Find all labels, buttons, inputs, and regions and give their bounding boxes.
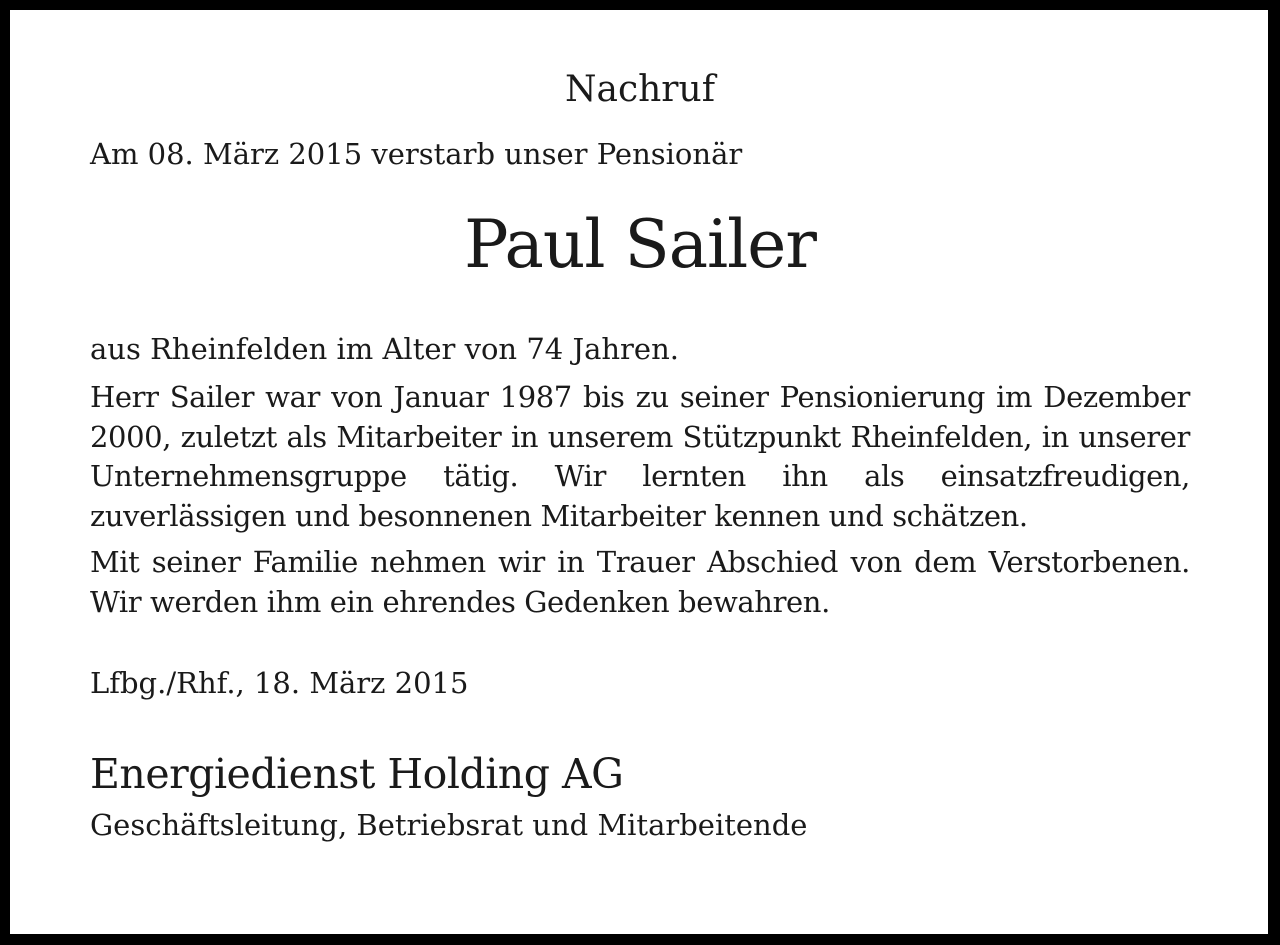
notice-heading: Nachruf (564, 69, 716, 110)
origin-line: aus Rheinfelden im Alter von 74 Jahren. (90, 332, 679, 366)
company-name: Energiedienst Holding AG (90, 750, 624, 798)
biography-paragraph: Herr Sailer war von Januar 1987 bis zu seiner Pensionierung im Dezember 2000, zuletzt als Mitarbeiter in unserem Stützpunkt Rheinfelden, in unserer Unternehmensgruppe tätig. Wir lernten ihn als einsatzfreudigen, zuverlässigen und besonnenen Mitarbeiter kennen und schätzen. (90, 380, 1190, 533)
deceased-name: Paul Sailer (464, 206, 816, 283)
signatories: Geschäftsleitung, Betriebsrat und Mitarbeitende (90, 808, 808, 842)
condolence-paragraph: Mit seiner Familie nehmen wir in Trauer Abschied von dem Verstorbenen. Wir werden ihm ein ehrendes Gedenken bewahren. (90, 545, 1190, 619)
place-date: Lfbg./Rhf., 18. März 2015 (90, 666, 469, 700)
obituary-notice (10, 10, 1268, 934)
intro-line: Am 08. März 2015 verstarb unser Pensionär (90, 137, 743, 171)
